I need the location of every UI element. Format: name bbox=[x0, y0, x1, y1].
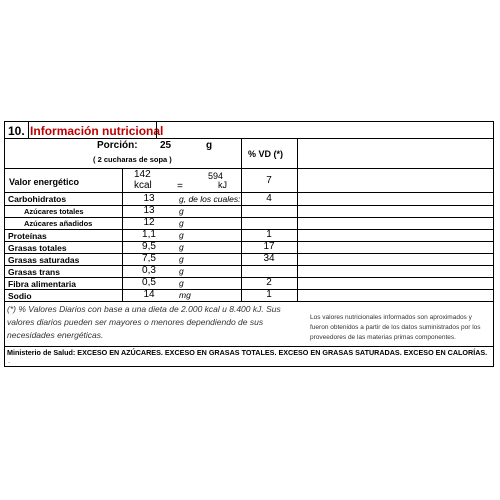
nutrient-label: Grasas saturadas bbox=[8, 255, 80, 265]
energy-kcal-unit: kcal bbox=[134, 180, 152, 191]
warning-prefix: Ministerio de Salud: bbox=[7, 348, 76, 357]
section-header bbox=[8, 124, 163, 138]
footnote: (*) % Valores Diarios con base a una dieta de 2.000 kcal u 8.400 kJ. Sus valores diarios pueden ser mayores o menores dependiendo de sus necesidades energéticas. bbox=[7, 304, 281, 340]
health-warning bbox=[7, 348, 491, 357]
nutrient-label: Azúcares totales bbox=[24, 207, 84, 216]
nutrient-vd: 1 bbox=[266, 289, 272, 300]
nutrient-value: 7,5 bbox=[142, 253, 156, 264]
nutrient-label: Fibra alimentaria bbox=[8, 279, 77, 289]
nutrition-facts-panel bbox=[4, 121, 494, 367]
energy-label: Valor energético bbox=[9, 177, 80, 187]
energy-vd: 7 bbox=[266, 175, 272, 186]
energy-equals: = bbox=[177, 181, 183, 192]
energy-kj-value: 594 bbox=[208, 171, 224, 181]
nutrient-unit: mg bbox=[179, 290, 191, 300]
nutrient-value: 0,5 bbox=[142, 277, 156, 288]
nutrient-unit: g bbox=[179, 218, 184, 228]
serving-unit: g bbox=[206, 140, 213, 151]
energy-kj-unit: kJ bbox=[218, 180, 227, 190]
nutrient-vd: 34 bbox=[263, 253, 275, 264]
nutrient-value: 12 bbox=[143, 217, 155, 228]
nutrient-unit: g bbox=[179, 254, 184, 264]
nutrient-vd: 17 bbox=[263, 241, 275, 252]
nutrient-vd: 1 bbox=[266, 229, 272, 240]
section-title: Información nutricional bbox=[30, 124, 164, 138]
nutrient-label: Proteínas bbox=[8, 231, 47, 241]
section-number: 10. bbox=[8, 124, 25, 138]
nutrient-label: Sodio bbox=[8, 291, 32, 301]
nutrient-unit: g, de los cuales: bbox=[179, 194, 241, 204]
nutrient-vd: 4 bbox=[266, 193, 272, 204]
vd-header: % VD (*) bbox=[248, 149, 284, 159]
nutrient-unit: g bbox=[179, 266, 184, 276]
serving-label: Porción: bbox=[97, 140, 138, 151]
nutrient-value: 13 bbox=[143, 193, 155, 204]
side-note: Los valores nutricionales informados son aproximados y fueron obtenidos a partir de los datos suministrados por los proveedores de las materias primas componentes. bbox=[310, 314, 481, 341]
nutrient-unit: g bbox=[179, 206, 184, 216]
household-measure: ( 2 cucharas de sopa ) bbox=[93, 155, 172, 164]
nutrient-vd: 2 bbox=[266, 277, 272, 288]
nutrient-value: 0,3 bbox=[142, 265, 156, 276]
nutrient-label: Grasas trans bbox=[8, 267, 60, 277]
nutrient-value: 9,5 bbox=[142, 241, 156, 252]
trailing-mark: . bbox=[8, 356, 11, 365]
nutrient-label: Grasas totales bbox=[8, 243, 67, 253]
nutrient-unit: g bbox=[179, 230, 184, 240]
nutrient-label: Azúcares añadidos bbox=[24, 219, 93, 228]
nutrient-value: 1,1 bbox=[142, 229, 156, 240]
nutrient-unit: g bbox=[179, 242, 184, 252]
warning-text: EXCESO EN AZÚCARES. EXCESO EN GRASAS TOTALES. EXCESO EN GRASAS SATURADAS. EXCESO EN CALORÍAS. bbox=[77, 348, 488, 357]
nutrient-unit: g bbox=[179, 278, 184, 288]
nutrient-label: Carbohidratos bbox=[8, 194, 67, 204]
serving-amount: 25 bbox=[160, 140, 172, 151]
nutrient-value: 13 bbox=[143, 205, 155, 216]
energy-kcal-value: 142 bbox=[134, 169, 151, 180]
nutrient-value: 14 bbox=[143, 289, 155, 300]
